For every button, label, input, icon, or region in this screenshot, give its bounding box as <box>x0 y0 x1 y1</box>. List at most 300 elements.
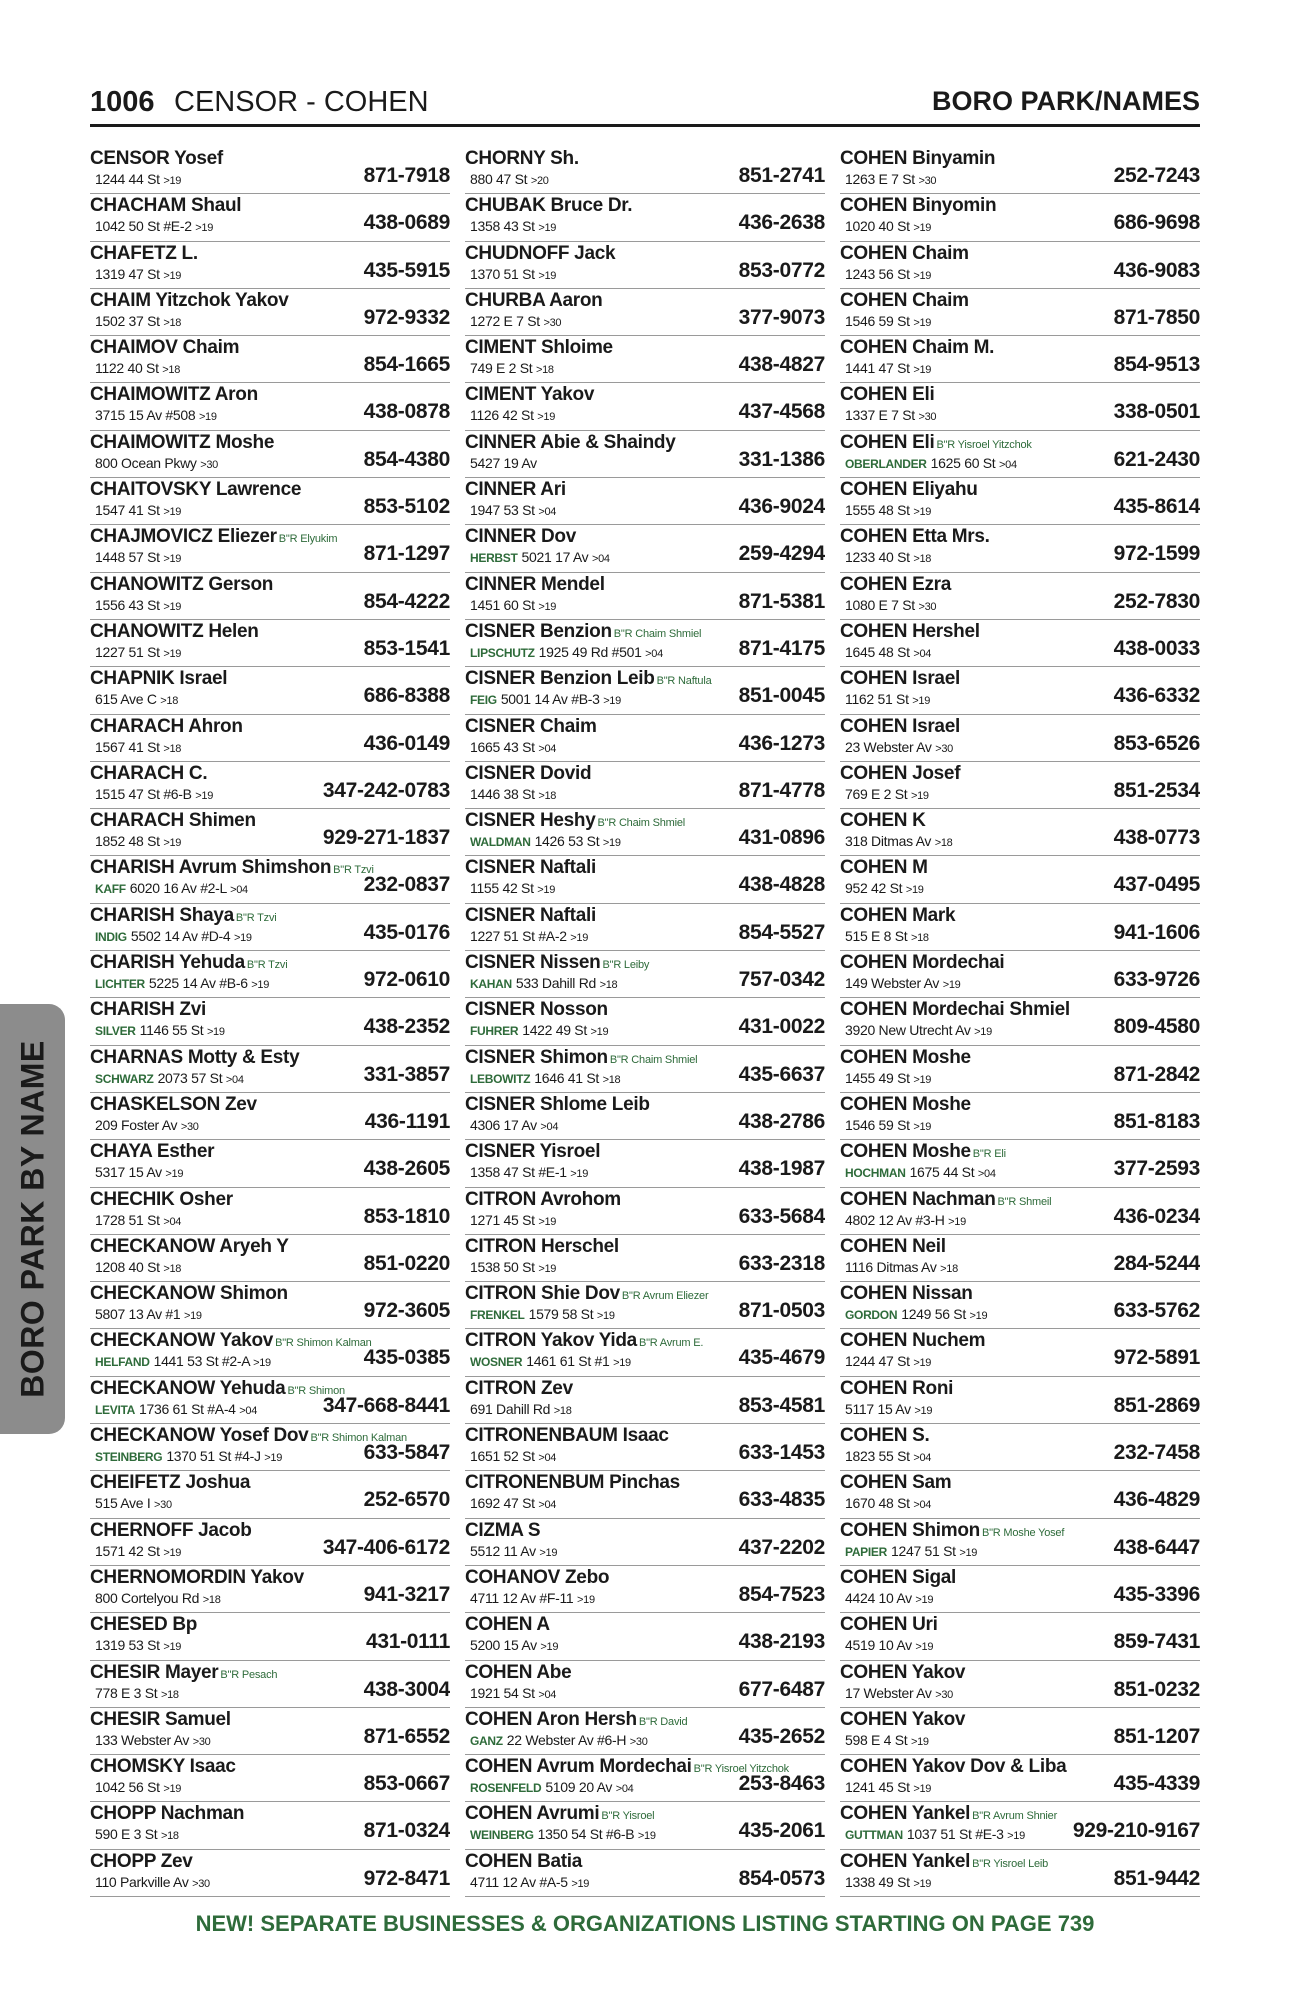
listing-name <box>90 810 256 832</box>
listing-name <box>840 1094 971 1116</box>
listing-note: B"R Tzvi <box>235 911 277 924</box>
listing-phone: 853-1541 <box>363 636 450 660</box>
listing-alt-name: LEVITA <box>95 1402 135 1417</box>
listing-name <box>840 999 1070 1021</box>
listing-phone: 871-7850 <box>1113 305 1200 329</box>
listing-address <box>470 1259 556 1275</box>
listing-name <box>465 432 675 454</box>
listing-address <box>95 1779 181 1795</box>
side-tab-label: BORO PARK BY NAME <box>14 1040 51 1398</box>
listing-entry <box>90 1613 450 1660</box>
listing-entry <box>90 383 450 430</box>
listing-address <box>470 1353 631 1369</box>
listing-street: 1448 57 St <box>95 549 160 566</box>
listing-phone: 436-4829 <box>1113 1488 1200 1512</box>
listing-entry <box>840 715 1200 762</box>
listing-phone: 438-2193 <box>738 1630 825 1654</box>
listing-phone: 438-0878 <box>363 400 450 424</box>
listing-zip: >19 <box>165 1168 184 1181</box>
listing-street: 1567 41 St <box>95 738 160 755</box>
listing-entry <box>465 1708 825 1755</box>
listing-street: 4424 10 Av <box>845 1589 912 1606</box>
listing-entry <box>90 478 450 525</box>
listing-zip: >19 <box>959 1546 978 1559</box>
listing-alt-name: OBERLANDER <box>845 456 927 471</box>
listing-name-text: COHEN Batia <box>465 1850 583 1872</box>
listing-name <box>840 148 995 170</box>
listing-name <box>840 763 960 785</box>
listing-name <box>90 716 243 738</box>
listing-name-text: CITRON Yakov Yida <box>465 1330 637 1352</box>
listing-zip: >18 <box>202 1593 221 1606</box>
listing-street: 5200 15 Av <box>470 1637 537 1654</box>
listing-address <box>845 455 1017 471</box>
listing-address <box>845 1732 929 1748</box>
listing-address <box>95 1637 181 1653</box>
listing-street: 1547 41 St <box>95 502 160 519</box>
listing-street: 1162 51 St <box>845 691 909 708</box>
listing-street: 1451 60 St <box>470 596 535 613</box>
listing-entry <box>90 904 450 951</box>
listing-address <box>470 1874 589 1890</box>
listing-phone: 972-3605 <box>363 1299 450 1323</box>
listing-address <box>470 1779 633 1795</box>
listing-entry <box>840 1377 1200 1424</box>
listing-note: B"R Tzvi <box>246 959 288 972</box>
listing-phone: 871-0324 <box>363 1819 450 1843</box>
listing-alt-name: KAFF <box>95 882 126 897</box>
listing-phone: 853-1810 <box>363 1204 450 1228</box>
listing-alt-name: HELFAND <box>95 1355 150 1370</box>
listing-name <box>90 1520 252 1542</box>
listing-zip: >19 <box>914 1404 933 1417</box>
listing-zip: >19 <box>233 931 252 944</box>
listing-name <box>840 621 980 643</box>
listing-entry <box>90 147 450 194</box>
listing-name-text: CHAJMOVICZ Eliezer <box>90 526 277 548</box>
listing-address <box>95 880 248 896</box>
listing-entry <box>465 573 825 620</box>
listing-entry <box>465 1471 825 1518</box>
listing-entry <box>465 1093 825 1140</box>
listing-entry <box>840 1046 1200 1093</box>
listing-name <box>465 857 596 879</box>
listing-entry <box>465 431 825 478</box>
listing-name <box>840 1141 1006 1163</box>
listing-name <box>90 148 223 170</box>
listing-entry <box>840 762 1200 809</box>
listing-zip: >19 <box>969 1310 988 1323</box>
listing-phone: 431-0896 <box>738 826 825 850</box>
listing-address <box>95 1117 199 1133</box>
listing-name-text: CISNER Naftali <box>465 857 596 879</box>
listing-name-text: COHEN Chaim <box>840 289 969 311</box>
listing-note: B"R Eli <box>972 1148 1006 1161</box>
listing-address <box>845 1779 931 1795</box>
listing-street: 515 E 8 St <box>845 927 908 944</box>
listing-entry <box>90 1566 450 1613</box>
listing-street: 5317 15 Av <box>95 1164 162 1181</box>
listing-name-text: CHARISH Yehuda <box>90 952 245 974</box>
listing-phone: 252-7830 <box>1113 589 1200 613</box>
listing-phone: 436-0149 <box>363 731 450 755</box>
listing-phone: 854-0573 <box>738 1866 825 1890</box>
listing-note: B"R David <box>638 1715 688 1728</box>
listing-entry <box>465 1755 825 1802</box>
listing-zip: >19 <box>195 222 214 235</box>
listing-entry <box>840 1802 1200 1849</box>
listing-name <box>465 1189 621 1211</box>
listing-zip: >04 <box>999 458 1017 471</box>
listing-zip: >04 <box>538 1688 557 1701</box>
listing-zip: >30 <box>935 742 953 755</box>
listing-phone: 438-0773 <box>1113 826 1200 850</box>
listing-name <box>90 857 374 879</box>
listing-zip: >19 <box>915 1593 934 1606</box>
listing-phone: 438-0689 <box>363 211 450 235</box>
listing-street: 1646 41 St <box>534 1069 599 1086</box>
listing-alt-name: ROSENFELD <box>470 1781 542 1796</box>
listing-phone: 253-8463 <box>738 1772 825 1796</box>
listing-zip: >19 <box>198 411 217 424</box>
listing-entry <box>465 194 825 241</box>
listing-address <box>95 407 217 423</box>
listing-zip: >19 <box>913 1877 932 1890</box>
listing-name-text: CHOMSKY Isaac <box>90 1756 236 1778</box>
listing-street: 5225 14 Av #B-6 <box>148 975 248 992</box>
listing-name-text: CINNER Ari <box>465 479 566 501</box>
listing-address <box>95 691 178 707</box>
listing-name <box>840 810 926 832</box>
listing-entry <box>90 620 450 667</box>
listing-name-text: CHAYA Esther <box>90 1141 215 1163</box>
listing-zip: >19 <box>910 789 929 802</box>
listing-zip: >19 <box>538 269 557 282</box>
listing-street: 1370 51 St #4-J <box>166 1448 261 1465</box>
listing-zip: >19 <box>570 1168 589 1181</box>
listing-phone: 436-1191 <box>364 1109 450 1133</box>
listing-entry <box>465 715 825 762</box>
listing-name-text: COHEN Aron Hersh <box>465 1708 637 1730</box>
listing-name <box>465 1283 708 1305</box>
listing-phone: 941-3217 <box>363 1582 450 1606</box>
listing-address <box>95 171 181 187</box>
listing-alt-name: LIPSCHUTZ <box>470 645 535 660</box>
listing-street: 5502 14 Av #D-4 <box>130 927 231 944</box>
listing-zip: >18 <box>553 1404 572 1417</box>
listing-entry <box>840 147 1200 194</box>
listing-name <box>840 384 934 406</box>
listing-name <box>465 195 632 217</box>
listing-name <box>840 1614 938 1636</box>
listing-phone: 252-7243 <box>1113 164 1200 187</box>
listing-alt-name: GORDON <box>845 1308 898 1323</box>
listing-name <box>465 1425 669 1447</box>
listing-zip: >04 <box>977 1168 996 1181</box>
listing-name-text: CINNER Mendel <box>465 573 605 595</box>
listing-zip: >19 <box>264 1452 283 1465</box>
listing-street: 1546 59 St <box>845 312 910 329</box>
listing-name-text: CHESIR Samuel <box>90 1708 231 1730</box>
listing-name <box>465 290 603 312</box>
listing-name-text: CHANOWITZ Helen <box>90 620 259 642</box>
listing-address <box>470 1448 556 1464</box>
listing-street: 1271 45 St <box>470 1211 535 1228</box>
listing-zip: >19 <box>538 222 557 235</box>
listing-phone: 929-210-9167 <box>1072 1819 1200 1843</box>
listing-zip: >19 <box>537 411 556 424</box>
listing-street: 1233 40 St <box>845 549 910 566</box>
listing-name-text: CHANOWITZ Gerson <box>90 573 274 595</box>
listing-address <box>95 644 181 660</box>
listing-street: 1241 45 St <box>845 1779 910 1796</box>
listing-name-text: CISNER Nosson <box>465 999 608 1021</box>
listing-address <box>95 597 181 613</box>
listing-phone: 431-0022 <box>738 1015 825 1039</box>
listing-zip: >19 <box>913 269 932 282</box>
listing-name <box>840 1283 973 1305</box>
listing-name <box>465 1709 687 1731</box>
listing-street: 1122 40 St <box>95 360 159 377</box>
listing-name-text: COHEN Sam <box>840 1472 952 1494</box>
listing-zip: >19 <box>540 1641 559 1654</box>
listing-name <box>465 1520 540 1542</box>
listing-entry <box>840 1188 1200 1235</box>
listing-zip: >18 <box>538 789 557 802</box>
listing-entry <box>465 1566 825 1613</box>
listing-name <box>90 1189 233 1211</box>
listing-phone: 851-8183 <box>1113 1109 1200 1133</box>
listing-address <box>95 1685 179 1701</box>
listing-name <box>465 668 712 690</box>
listing-alt-name: HERBST <box>470 551 518 566</box>
listing-street: 1921 54 St <box>470 1684 535 1701</box>
listing-zip: >18 <box>160 1688 179 1701</box>
listing-street: 1925 49 Rd #501 <box>538 643 642 660</box>
listing-street: 1441 53 St #2-A <box>153 1353 250 1370</box>
listing-name <box>465 621 701 643</box>
listing-phone: 621-2430 <box>1113 447 1200 471</box>
listing-street: 1208 40 St <box>95 1258 160 1275</box>
listing-phone: 435-4339 <box>1113 1772 1200 1796</box>
listing-name-text: COHEN Uri <box>840 1614 938 1636</box>
listing-street: 1446 38 St <box>470 785 535 802</box>
listing-name-text: CITRON Zev <box>465 1377 573 1399</box>
listing-name-text: COHEN Roni <box>840 1377 954 1399</box>
listing-street: 149 Webster Av <box>845 975 940 992</box>
listing-zip: >19 <box>613 1357 631 1370</box>
listing-name <box>90 1378 345 1400</box>
listing-phone: 757-0342 <box>738 968 825 992</box>
listing-street: 1338 49 St <box>845 1873 910 1890</box>
listing-name-text: CHARISH Zvi <box>90 999 206 1021</box>
listing-entry <box>840 998 1200 1045</box>
listing-phone: 853-5102 <box>363 495 450 519</box>
listing-alt-name: INDIG <box>95 929 127 944</box>
listing-name-text: CHARISH Shaya <box>90 904 234 926</box>
listing-address <box>95 1070 244 1086</box>
listing-name <box>90 1283 288 1305</box>
listing-zip: >04 <box>540 1120 559 1133</box>
listing-street: 1244 47 St <box>845 1353 910 1370</box>
listing-zip: >19 <box>603 695 621 708</box>
listing-street: 1370 51 St <box>470 265 535 282</box>
listing-street: 615 Ave C <box>95 691 157 708</box>
listing-name-text: CHAIMOWITZ Aron <box>90 384 258 406</box>
listing-name-text: CHECKANOW Yosef Dov <box>90 1425 309 1447</box>
listing-zip: >19 <box>913 1783 932 1796</box>
listing-entry <box>465 856 825 903</box>
listing-address <box>845 1117 931 1133</box>
listing-street: 1146 55 St <box>139 1022 204 1039</box>
listing-name <box>90 574 273 596</box>
listing-name <box>90 290 289 312</box>
listing-address <box>470 1543 557 1559</box>
listing-street: 1692 47 St <box>470 1495 535 1512</box>
listing-address <box>95 1495 172 1511</box>
listing-address <box>95 1306 202 1322</box>
listing-zip: >19 <box>913 222 932 235</box>
listing-street: 1358 47 St #E-1 <box>470 1164 567 1181</box>
listing-zip: >19 <box>637 1830 656 1843</box>
listing-address <box>95 1874 210 1890</box>
listing-address <box>470 928 588 944</box>
listing-name <box>465 1662 571 1684</box>
listing-entry <box>840 336 1200 383</box>
listing-street: 23 Webster Av <box>845 738 932 755</box>
listing-name-text: COHEN Nissan <box>840 1283 973 1305</box>
listing-phone: 809-4580 <box>1113 1015 1200 1039</box>
listing-note: B"R Elyukim <box>278 533 338 546</box>
listing-phone: 853-0667 <box>363 1772 450 1796</box>
listing-zip: >19 <box>253 1357 271 1370</box>
listing-entry <box>90 667 450 714</box>
listing-address <box>95 1543 181 1559</box>
listing-name-text: CHASKELSON Zev <box>90 1093 257 1115</box>
listing-phone: 929-271-1837 <box>322 826 450 850</box>
listing-zip: >18 <box>934 837 953 850</box>
listing-entry <box>840 478 1200 525</box>
listing-name-text: COHEN Israel <box>840 715 960 737</box>
listing-street: 5021 17 Av <box>521 549 589 566</box>
listing-zip: >04 <box>239 1404 258 1417</box>
listing-entry <box>840 1329 1200 1376</box>
listing-name-text: COHEN Avrum Mordechai <box>465 1756 692 1778</box>
listing-entry <box>840 242 1200 289</box>
listing-phone: 972-1599 <box>1113 542 1200 566</box>
listing-phone: 851-0220 <box>363 1251 450 1275</box>
listing-entry <box>90 951 450 998</box>
listing-entry <box>840 667 1200 714</box>
listing-entry <box>90 1708 450 1755</box>
listing-name-text: CIMENT Yakov <box>465 384 595 406</box>
listing-phone: 438-4828 <box>738 873 825 897</box>
listing-address <box>95 455 218 471</box>
listing-address <box>845 691 930 707</box>
listing-name-text: COHEN Binyomin <box>840 195 997 217</box>
listing-street: 110 Parkville Av <box>95 1873 189 1890</box>
listing-phone: 633-5847 <box>363 1441 450 1465</box>
listing-phone: 438-2786 <box>738 1109 825 1133</box>
listing-alt-name: SILVER <box>95 1024 136 1039</box>
listing-address <box>95 1212 181 1228</box>
listing-address <box>470 1590 595 1606</box>
listing-name-text: COHEN Avrumi <box>465 1803 600 1825</box>
listing-address <box>470 266 556 282</box>
listing-street: 1422 49 St <box>522 1022 587 1039</box>
listing-phone: 436-6332 <box>1113 684 1200 708</box>
listing-address <box>95 1448 282 1464</box>
listing-phone: 854-9513 <box>1113 353 1200 377</box>
listing-entry <box>90 762 450 809</box>
listing-zip: >18 <box>602 1073 621 1086</box>
listing-address <box>845 313 931 329</box>
listing-name-text: CISNER Yisroel <box>465 1141 601 1163</box>
listing-street: 1823 55 St <box>845 1448 910 1465</box>
listing-phone: 633-5762 <box>1113 1299 1200 1323</box>
listing-zip: >19 <box>602 837 621 850</box>
listing-entry <box>840 1519 1200 1566</box>
listing-entry <box>840 431 1200 478</box>
listing-zip: >19 <box>905 884 924 897</box>
listing-name-text: COHEN Eli <box>840 384 935 406</box>
listing-zip: >19 <box>974 1026 992 1039</box>
listing-entry <box>840 289 1200 336</box>
listing-entry <box>840 1282 1200 1329</box>
listing-zip: >30 <box>918 411 937 424</box>
listing-street: 1042 50 St #E-2 <box>95 218 192 235</box>
listing-phone: 437-4568 <box>738 400 825 424</box>
listing-name <box>90 668 227 690</box>
listing-phone: 232-7458 <box>1113 1441 1200 1465</box>
listing-name-text: CITRON Avrohom <box>465 1188 621 1210</box>
listing-phone: 436-9083 <box>1113 258 1200 282</box>
listing-name <box>840 857 928 879</box>
listing-zip: >04 <box>538 1452 557 1465</box>
listing-zip: >18 <box>163 1262 182 1275</box>
listing-phone: 438-6447 <box>1113 1535 1200 1559</box>
listing-entry <box>840 194 1200 241</box>
listing-phone: 331-1386 <box>738 447 825 471</box>
listing-phone: 686-8388 <box>363 684 450 708</box>
listing-phone: 871-2842 <box>1113 1062 1200 1086</box>
listing-street: 1546 59 St <box>845 1116 910 1133</box>
listing-name <box>90 1047 299 1069</box>
listing-phone: 851-2741 <box>738 164 825 187</box>
listing-phone: 436-2638 <box>738 211 825 235</box>
listing-street: 1455 49 St <box>845 1069 910 1086</box>
listing-address <box>470 597 556 613</box>
listing-entry <box>90 715 450 762</box>
listing-phone: 347-406-6172 <box>322 1535 450 1559</box>
listing-name-text: CISNER Naftali <box>465 904 596 926</box>
listing-phone: 871-1297 <box>363 542 450 566</box>
listing-alt-name: FEIG <box>470 693 497 708</box>
listing-address <box>845 502 931 518</box>
listing-zip: >30 <box>154 1499 172 1512</box>
listing-address <box>470 1637 558 1653</box>
listing-address <box>470 1164 588 1180</box>
listing-name <box>465 1047 697 1069</box>
listing-zip: >19 <box>913 506 932 519</box>
listing-zip: >18 <box>599 979 618 992</box>
listing-name <box>465 1614 550 1636</box>
listing-entry <box>465 1282 825 1329</box>
listing-phone: 972-5891 <box>1113 1346 1200 1370</box>
listing-name <box>465 1378 573 1400</box>
listing-address <box>845 1306 987 1322</box>
column-2 <box>465 147 825 1897</box>
